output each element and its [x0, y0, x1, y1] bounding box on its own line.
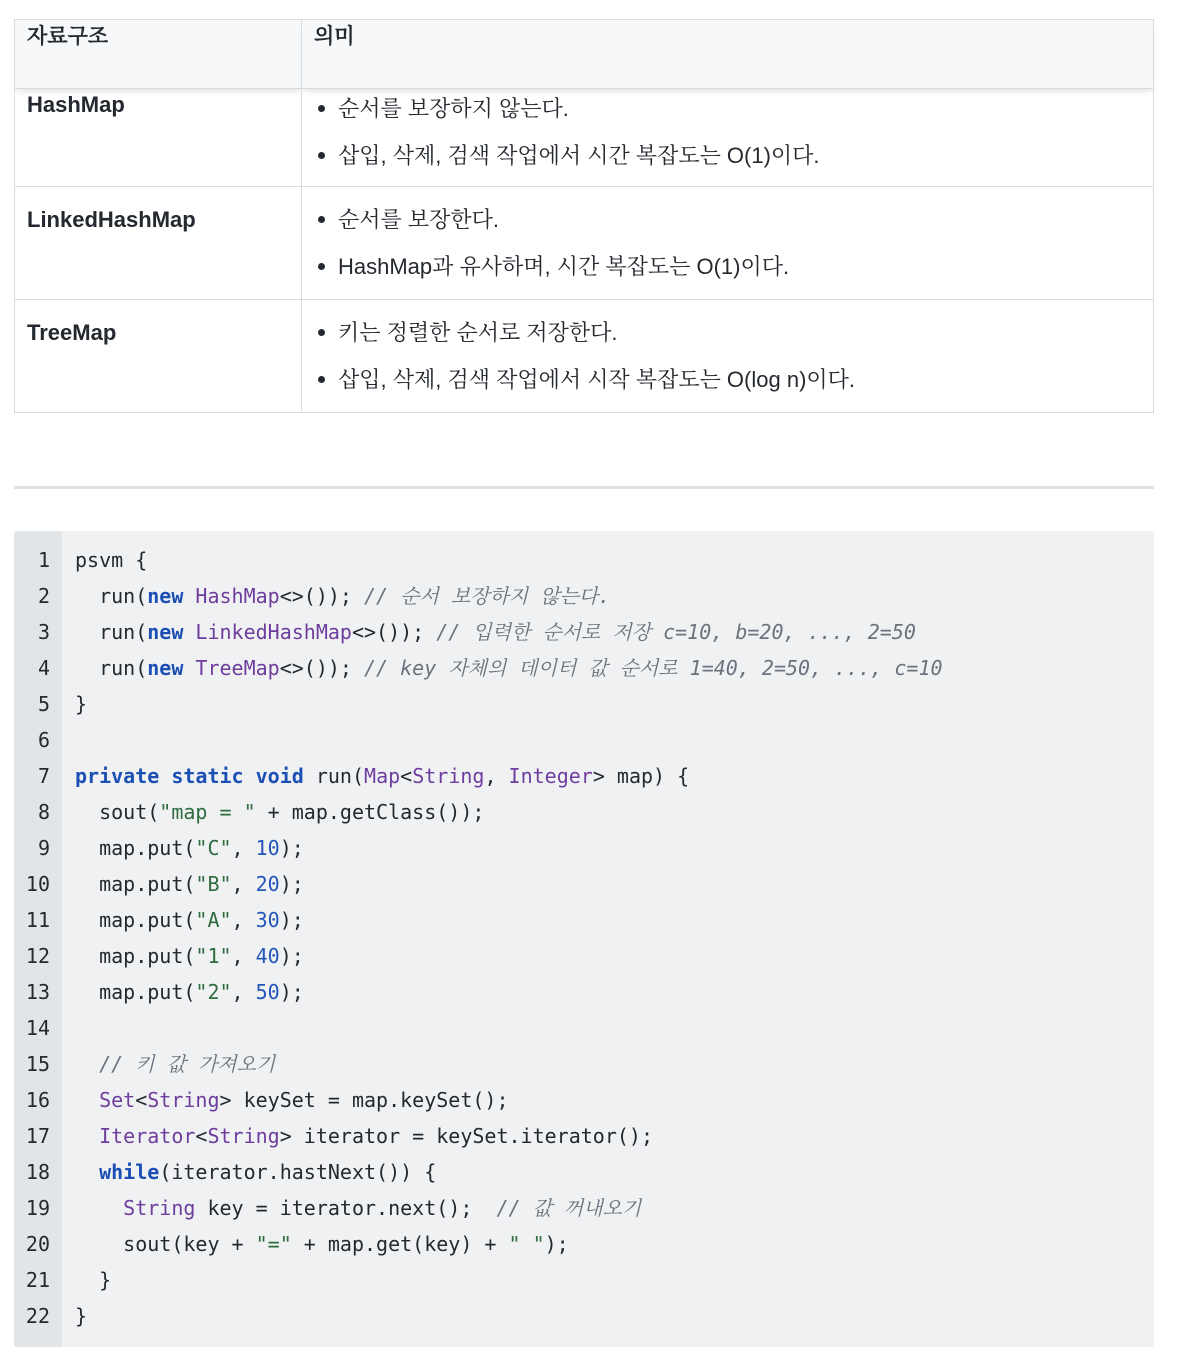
code-token: , — [484, 764, 509, 788]
code-token — [75, 1160, 99, 1184]
line-number: 16 — [25, 1088, 50, 1112]
code-token: > map) { — [592, 764, 690, 788]
code-text — [75, 1118, 653, 1154]
code-token: < — [400, 764, 413, 788]
code-token: <>()); — [279, 656, 365, 680]
code-token — [159, 764, 171, 788]
code-token — [244, 764, 256, 788]
code-token: // 입력한 순서로 저장 c=10, b=20, ..., 2=50 — [436, 620, 916, 644]
code-token: HashMap — [195, 584, 280, 608]
header-structure: 자료구조 — [15, 20, 302, 89]
code-text — [75, 1298, 87, 1334]
meaning-cell — [302, 187, 1154, 300]
code-token — [75, 1052, 99, 1076]
line-number: 18 — [25, 1160, 50, 1184]
code-line — [14, 866, 1154, 902]
code-token: " " — [508, 1232, 545, 1256]
structure-name-cell — [15, 187, 302, 300]
meaning-cell — [302, 89, 1154, 187]
table-row — [15, 300, 1154, 413]
code-token: void — [255, 764, 304, 788]
line-number: 2 — [37, 584, 50, 608]
meaning-list — [316, 309, 1153, 403]
line-number: 10 — [25, 872, 50, 896]
line-number: 13 — [25, 980, 50, 1004]
code-line — [14, 542, 1154, 578]
line-number: 14 — [25, 1016, 50, 1040]
code-line — [14, 1154, 1154, 1190]
code-line — [14, 1262, 1154, 1298]
code-text — [75, 794, 484, 830]
code-token: ); — [279, 836, 304, 860]
code-token: Integer — [508, 764, 593, 788]
code-line — [14, 1298, 1154, 1334]
code-token: key = iterator.next(); — [195, 1196, 497, 1220]
code-line — [14, 1118, 1154, 1154]
code-text — [75, 758, 689, 794]
code-token: , — [231, 908, 256, 932]
code-token: psvm { — [75, 548, 148, 572]
list-item: 키는 정렬한 순서로 저장한다. — [316, 309, 1153, 356]
code-token: , — [231, 836, 256, 860]
table-row — [15, 89, 1154, 187]
code-token: // key 자체의 데이터 값 순서로 1=40, 2=50, ..., c=10 — [364, 656, 943, 680]
code-token: , — [231, 980, 256, 1004]
code-text — [75, 614, 916, 650]
code-token: < — [195, 1124, 208, 1148]
code-token: map.put( — [75, 836, 196, 860]
code-text — [75, 1226, 569, 1262]
code-token: , — [231, 944, 256, 968]
code-token: "map = " — [159, 800, 256, 824]
line-number: 7 — [37, 764, 50, 788]
code-token: "B" — [195, 872, 232, 896]
code-token — [183, 656, 195, 680]
line-number: 6 — [37, 728, 50, 752]
code-text — [75, 542, 147, 578]
line-number: 21 — [25, 1268, 50, 1292]
line-number: 12 — [25, 944, 50, 968]
list-item: 삽입, 삭제, 검색 작업에서 시간 복잡도는 O(1)이다. — [316, 132, 1153, 179]
code-token: // 값 꺼내오기 — [496, 1196, 642, 1220]
code-token: Map — [364, 764, 401, 788]
code-token: run( — [75, 584, 148, 608]
code-token: "=" — [255, 1232, 292, 1256]
code-line — [14, 974, 1154, 1010]
code-token: String — [207, 1124, 280, 1148]
line-number: 3 — [37, 620, 50, 644]
code-token: 30 — [255, 908, 280, 932]
code-token: run( — [75, 656, 148, 680]
code-token: ); — [279, 980, 304, 1004]
code-token: new — [147, 656, 184, 680]
structure-name: TreeMap — [27, 320, 117, 345]
line-number: 22 — [25, 1304, 50, 1328]
code-line — [14, 1226, 1154, 1262]
code-text — [75, 974, 304, 1010]
code-token: + map.getClass()); — [255, 800, 485, 824]
code-line — [14, 1082, 1154, 1118]
code-token: map.put( — [75, 980, 196, 1004]
code-token: map.put( — [75, 944, 196, 968]
code-token: ); — [279, 872, 304, 896]
code-token: String — [147, 1088, 220, 1112]
code-token: ); — [544, 1232, 569, 1256]
code-line — [14, 758, 1154, 794]
meaning-cell — [302, 300, 1154, 413]
code-text — [75, 1262, 111, 1298]
line-number: 17 — [25, 1124, 50, 1148]
code-token: "2" — [195, 980, 232, 1004]
line-number: 11 — [25, 908, 50, 932]
code-token — [183, 620, 195, 644]
code-line — [14, 1046, 1154, 1082]
line-number: 19 — [25, 1196, 50, 1220]
line-number: 4 — [37, 656, 50, 680]
code-token: "C" — [195, 836, 232, 860]
code-text — [75, 650, 943, 686]
code-token: while — [99, 1160, 160, 1184]
line-number: 20 — [25, 1232, 50, 1256]
list-item: 삽입, 삭제, 검색 작업에서 시작 복잡도는 O(log n)이다. — [316, 356, 1153, 403]
code-token: run( — [303, 764, 365, 788]
code-text — [75, 686, 87, 722]
code-token: sout(key + — [75, 1232, 256, 1256]
code-line — [14, 578, 1154, 614]
code-token: Iterator — [99, 1124, 196, 1148]
code-token: new — [147, 584, 184, 608]
code-token: Set — [99, 1088, 136, 1112]
code-token: String — [123, 1196, 196, 1220]
code-text — [75, 1190, 641, 1226]
horizontal-divider — [14, 486, 1154, 489]
list-item: HashMap과 유사하며, 시간 복잡도는 O(1)이다. — [316, 243, 1153, 290]
code-token: <>()); — [351, 620, 437, 644]
meaning-list — [316, 85, 1153, 179]
code-token: + map.get(key) + — [291, 1232, 509, 1256]
code-token: sout( — [75, 800, 160, 824]
code-token: static — [171, 764, 244, 788]
code-token: > keySet = map.keySet(); — [219, 1088, 509, 1112]
code-token: LinkedHashMap — [195, 620, 352, 644]
code-line — [14, 686, 1154, 722]
code-token: } — [75, 1304, 88, 1328]
code-line — [14, 1010, 1154, 1046]
code-token: 20 — [255, 872, 280, 896]
code-line — [14, 614, 1154, 650]
code-token: < — [135, 1088, 148, 1112]
code-line — [14, 650, 1154, 686]
code-text — [75, 902, 304, 938]
table-row — [15, 187, 1154, 300]
code-token — [183, 584, 195, 608]
line-number: 9 — [37, 836, 50, 860]
code-token: run( — [75, 620, 148, 644]
code-token: 40 — [255, 944, 280, 968]
code-line — [14, 1190, 1154, 1226]
code-token — [75, 1124, 99, 1148]
code-token: ); — [279, 944, 304, 968]
meaning-list — [316, 196, 1153, 290]
code-text — [75, 830, 304, 866]
code-line — [14, 830, 1154, 866]
code-token: (iterator.hastNext()) { — [159, 1160, 437, 1184]
code-line — [14, 938, 1154, 974]
structure-name-cell — [15, 89, 302, 187]
structure-name: HashMap — [27, 92, 125, 117]
header-meaning: 의미 — [302, 20, 1154, 89]
code-token: map.put( — [75, 872, 196, 896]
code-token: String — [412, 764, 485, 788]
code-token: <>()); — [279, 584, 365, 608]
code-token: // 순서 보장하지 않는다. — [364, 584, 611, 608]
structure-name-cell — [15, 300, 302, 413]
code-token: new — [147, 620, 184, 644]
code-token: TreeMap — [195, 656, 280, 680]
data-structure-table — [14, 19, 1154, 413]
code-token: 50 — [255, 980, 280, 1004]
structure-name: LinkedHashMap — [27, 207, 196, 232]
line-number: 8 — [37, 800, 50, 824]
code-token: > iterator = keySet.iterator(); — [279, 1124, 653, 1148]
code-token: } — [75, 692, 88, 716]
code-block[interactable] — [14, 531, 1154, 1347]
code-token: // 키 값 가져오기 — [99, 1052, 276, 1076]
code-token — [75, 1088, 99, 1112]
code-token: 10 — [255, 836, 280, 860]
code-token: } — [75, 1268, 112, 1292]
code-text — [75, 1154, 436, 1190]
list-item: 순서를 보장하지 않는다. — [316, 85, 1153, 132]
table-header-row — [15, 20, 1154, 89]
code-text — [75, 866, 304, 902]
list-item: 순서를 보장한다. — [316, 196, 1153, 243]
line-number: 1 — [37, 548, 50, 572]
code-token: ); — [279, 908, 304, 932]
code-token: map.put( — [75, 908, 196, 932]
line-number: 5 — [37, 692, 50, 716]
code-token: "A" — [195, 908, 232, 932]
line-number: 15 — [25, 1052, 50, 1076]
code-text — [75, 578, 610, 614]
code-token — [75, 1196, 123, 1220]
code-text — [75, 938, 304, 974]
code-lines — [14, 542, 1154, 1334]
code-line — [14, 722, 1154, 758]
code-token: "1" — [195, 944, 232, 968]
code-token: , — [231, 872, 256, 896]
code-text — [75, 1046, 275, 1082]
code-line — [14, 794, 1154, 830]
code-token: private — [75, 764, 160, 788]
code-line — [14, 902, 1154, 938]
code-text — [75, 1082, 509, 1118]
